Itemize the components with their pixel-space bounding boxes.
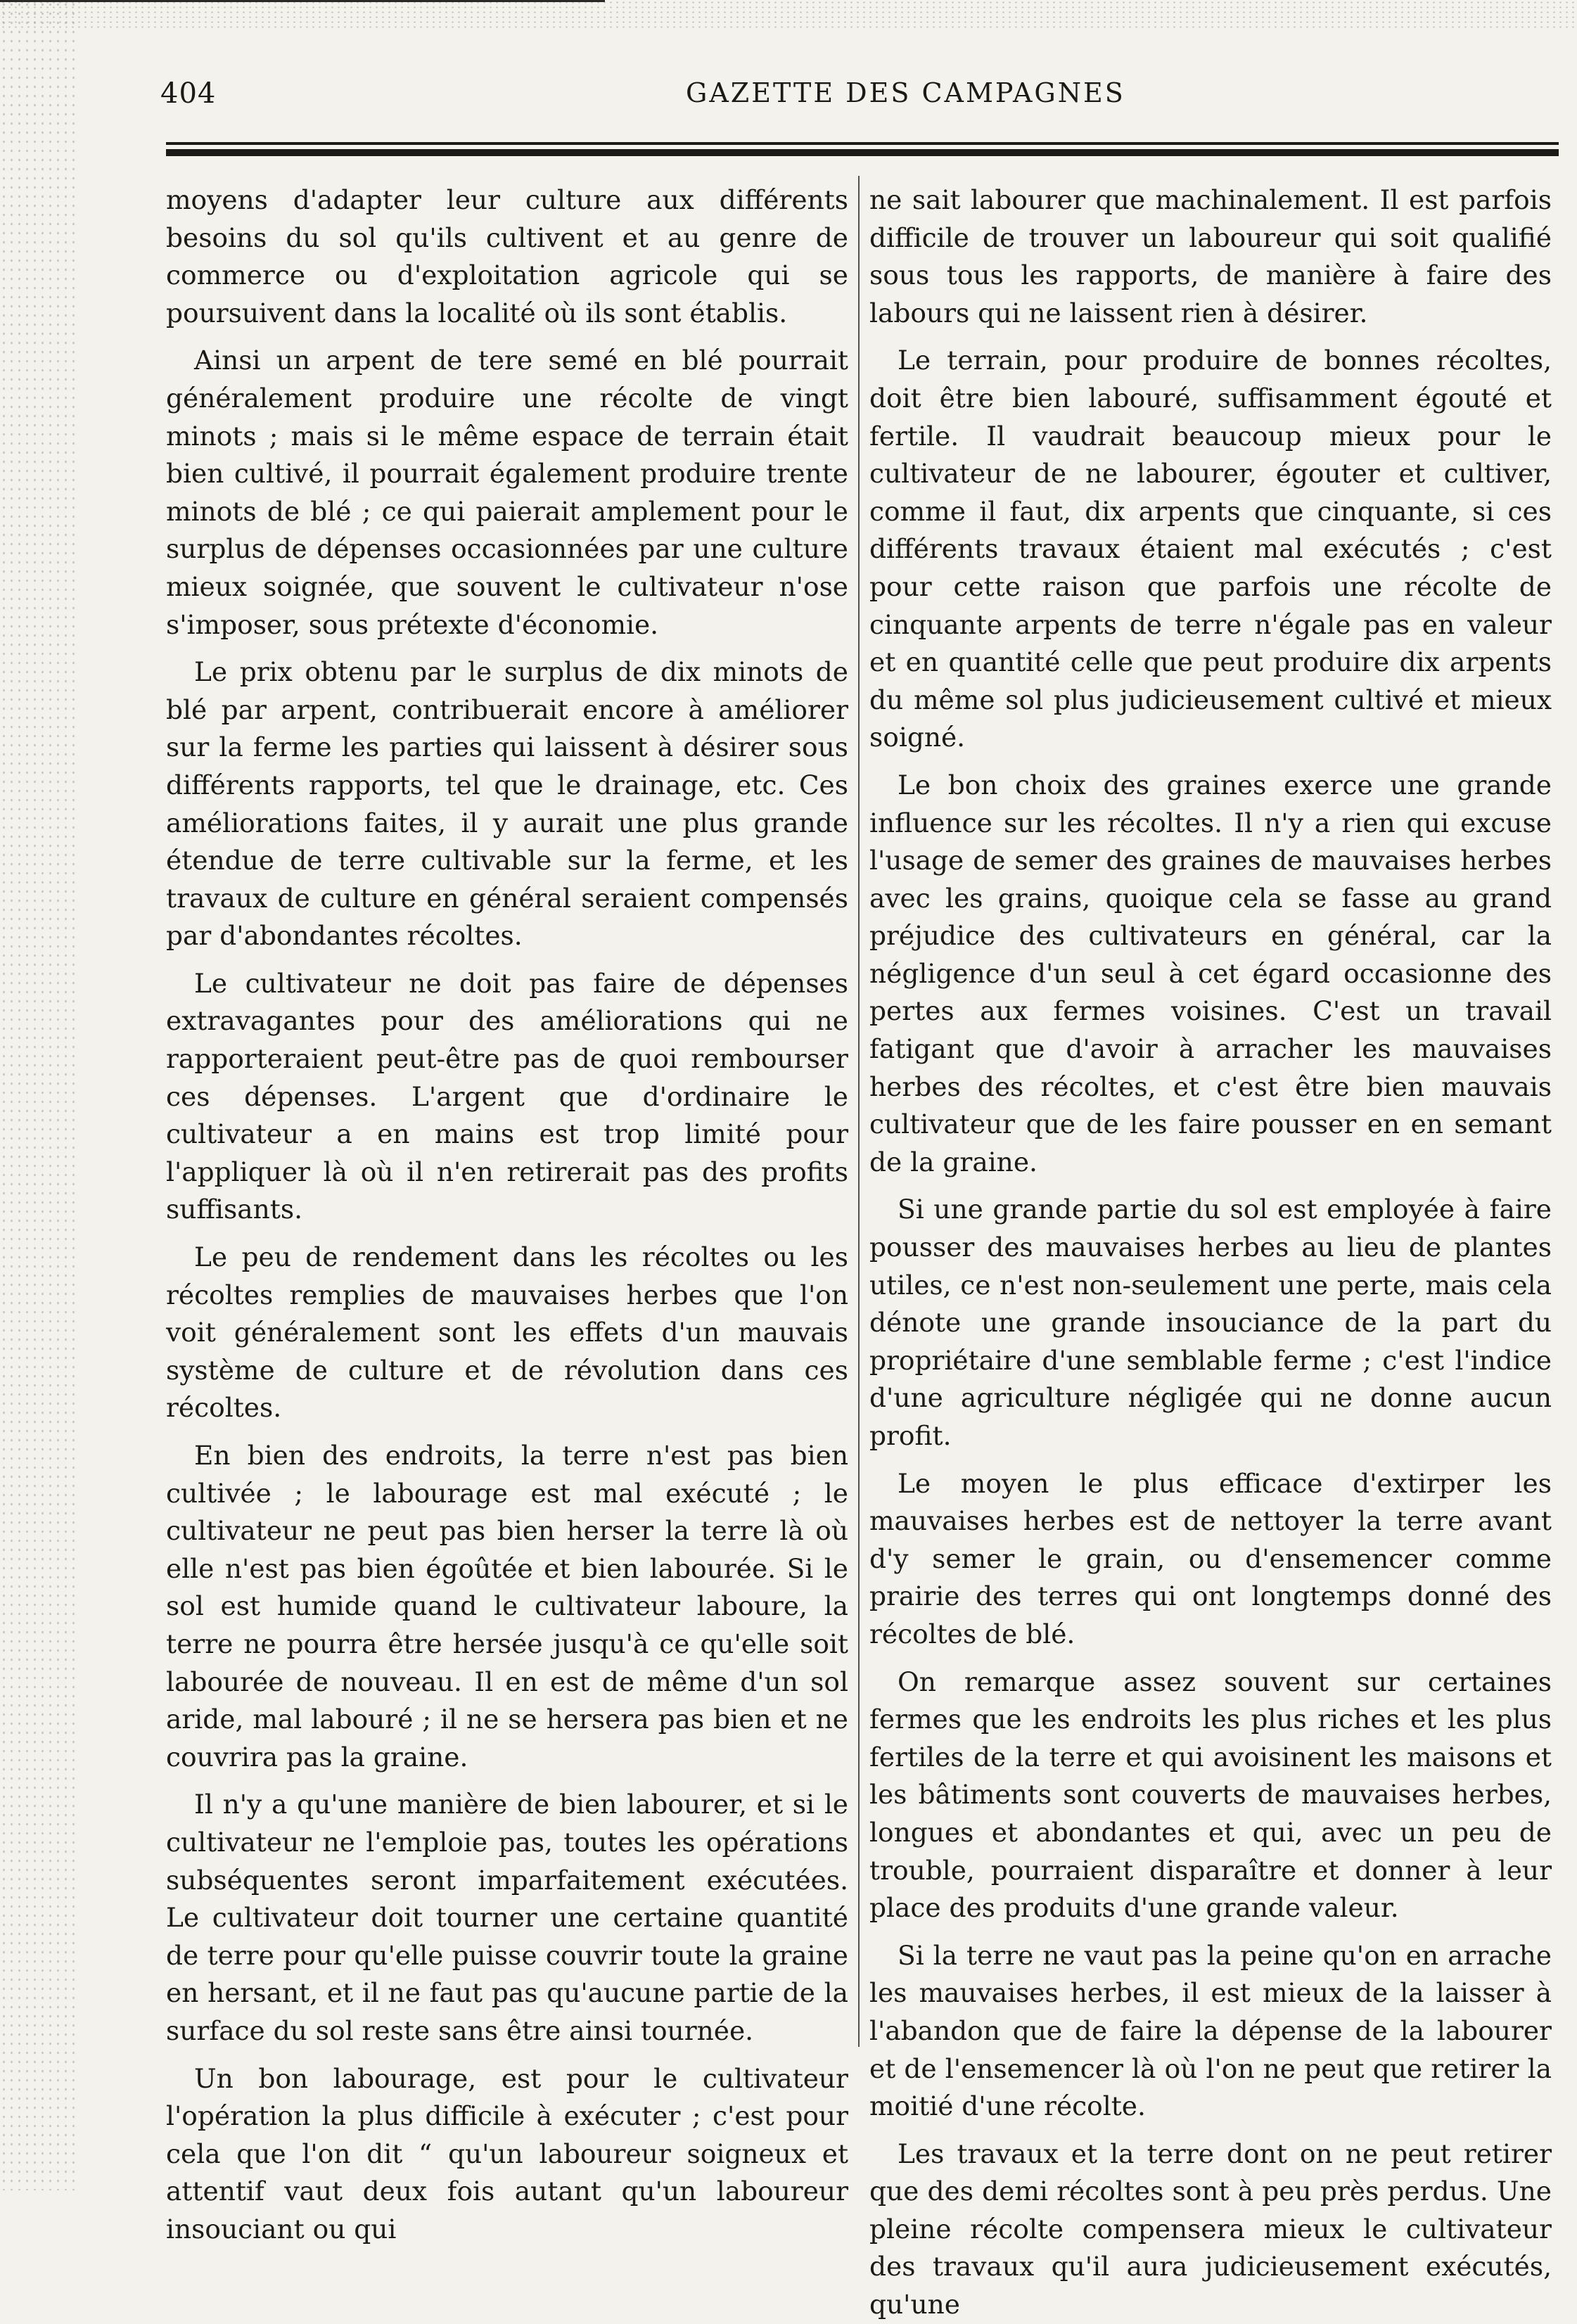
paragraph: Le peu de rendement dans les récoltes ou les récoltes remplies de mauvaises herbes que l'on voit généralement sont les effets d'un mauvais système de culture et de révolution dans ces récoltes.	[166, 1241, 848, 1424]
paragraph: Un bon labourage, est pour le cultivateur l'opération la plus difficile à exécuter ; c'est pour cela que l'on dit “ qu'un laboureur soigneux et attentif vaut deux fois autant qu'un laboureur insouciant ou qui	[166, 2062, 848, 2245]
paragraph: On remarque assez souvent sur certaines fermes que les endroits les plus riches et les plus fertiles de la terre et qui avoisinent les maisons et les bâtiments sont couverts de mauvaises herbes, longues et abondantes et qui, avec un peu de trouble, pourraient disparaître et donner à leur place des produits d'une grande valeur.	[869, 1666, 1552, 1924]
scan-noise-left	[0, 0, 77, 2190]
paragraph: Si une grande partie du sol est employée à faire pousser des mauvaises herbes au lieu de plantes utiles, ce n'est non-seulement une perte, mais cela dénote une grande insouciance de la part du propriétaire d'une semblable ferme ; c'est l'indice d'une agriculture négligée qui ne donne aucun profit.	[869, 1194, 1552, 1451]
paragraph: Le prix obtenu par le surplus de dix minots de blé par arpent, contribuerait encore à améliorer sur la ferme les parties qui laissent à désirer sous différents rapports, tel que le drainage, etc. Ces améliorations faites, il y aurait une plus grande étendue de terre cultivable sur la ferme, et les travaux de culture en général seraient compensés par d'abondantes récoltes.	[166, 656, 848, 952]
header-rule-thick	[166, 149, 1559, 156]
paragraph: moyens d'adapter leur culture aux différents besoins du sol qu'ils cultivent et au genre de commerce ou d'exploitation agricole qui se poursuivent dans la localité où ils sont établis.	[166, 184, 848, 328]
top-edge-line	[0, 0, 605, 2]
paragraph: Il n'y a qu'une manière de bien labourer, et si le cultivateur ne l'emploie pas, toutes les opérations subséquentes seront imparfaitement exécutées. Le cultivateur doit tourner une certaine quantité de terre pour qu'elle puisse couvrir toute la graine en hersant, et il ne faut pas qu'aucune partie de la surface du sol reste sans être ainsi tournée.	[166, 1789, 848, 2046]
right-column	[869, 181, 1552, 2320]
paragraph: Si la terre ne vaut pas la peine qu'on en arrache les mauvaises herbes, il est mieux de la laisser à l'abandon que de faire la dépense de la labourer et de l'ensemencer là où l'on ne peut que retirer la moitié d'une récolte.	[869, 1939, 1552, 2122]
paragraph: Les travaux et la terre dont on ne peut retirer que des demi récoltes sont à peu près perdus. Une pleine récolte compensera mieux le cultivateur des travaux qu'il aura judicieusement exécutés, qu'une	[869, 2138, 1552, 2320]
page-header	[0, 77, 1577, 120]
paragraph: En bien des endroits, la terre n'est pas bien cultivée ; le labourage est mal exécuté ; le cultivateur ne peut pas bien herser la terre là où elle n'est pas bien égoûtée et bien labourée. Si le sol est humide quand le cultivateur laboure, la terre ne pourra être hersée jusqu'à ce qu'elle soit labourée de nouveau. Il en est de même d'un sol aride, mal labouré ; il ne se hersera pas bien et ne couvrira pas la graine.	[166, 1440, 848, 1773]
paragraph: Le bon choix des graines exerce une grande influence sur les récoltes. Il n'y a rien qui excuse l'usage de semer des graines de mauvaises herbes avec les grains, quoique cela se fasse au grand préjudice des cultivateurs en général, car la négligence d'un seul à cet égard occasionne des pertes aux fermes voisines. C'est un travail fatigant que d'avoir à arracher les mauvaises herbes des récoltes, et c'est être bien mauvais cultivateur que de les faire pousser en en semant de la graine.	[869, 769, 1552, 1177]
scan-noise-top	[0, 0, 1577, 28]
paragraph: Le cultivateur ne doit pas faire de dépenses extravagantes pour des améliorations qui ne rapporteraient peut-être pas de quoi rembourser ces dépenses. L'argent que d'ordinaire le cultivateur a en mains est trop limité pour l'appliquer là où il n'en retirerait pas des profits suffisants.	[166, 967, 848, 1225]
running-title: GAZETTE DES CAMPAGNES	[686, 77, 1125, 108]
header-rule-thin	[166, 142, 1559, 145]
paragraph: Le moyen le plus efficace d'extirper les mauvaises herbes est de nettoyer la terre avant d'y semer le grain, ou d'ensemencer comme prairie des terres qui ont longtemps donné des récoltes de blé.	[869, 1467, 1552, 1649]
paragraph: Ainsi un arpent de tere semé en blé pourrait généralement produire une récolte de vingt minots ; mais si le même espace de terrain était bien cultivé, il pourrait également produire trente minots de blé ; ce qui paierait amplement pour le surplus de dépenses occasionnées par une culture mieux soignée, que souvent le cultivateur n'ose s'imposer, sous prétexte d'économie.	[166, 345, 848, 640]
paragraph: Le terrain, pour produire de bonnes récoltes, doit être bien labouré, suffisamment égouté et fertile. Il vaudrait beaucoup mieux pour le cultivateur de ne labourer, égouter et cultiver, comme il faut, dix arpents que cinquante, si ces différents travaux étaient mal exécutés ; c'est pour cette raison que parfois une récolte de cinquante arpents de terre n'égale pas en valeur et en quantité celle que peut produire dix arpents du même sol plus judicieusement cultivé et mieux soigné.	[869, 345, 1552, 753]
left-column	[166, 181, 848, 2245]
column-divider	[858, 176, 860, 2047]
paragraph: ne sait labourer que machinalement. Il est parfois difficile de trouver un laboureur qui soit qualifié sous tous les rapports, de manière à faire des labours qui ne laissent rien à désirer.	[869, 184, 1552, 328]
page-number: 404	[160, 77, 217, 110]
